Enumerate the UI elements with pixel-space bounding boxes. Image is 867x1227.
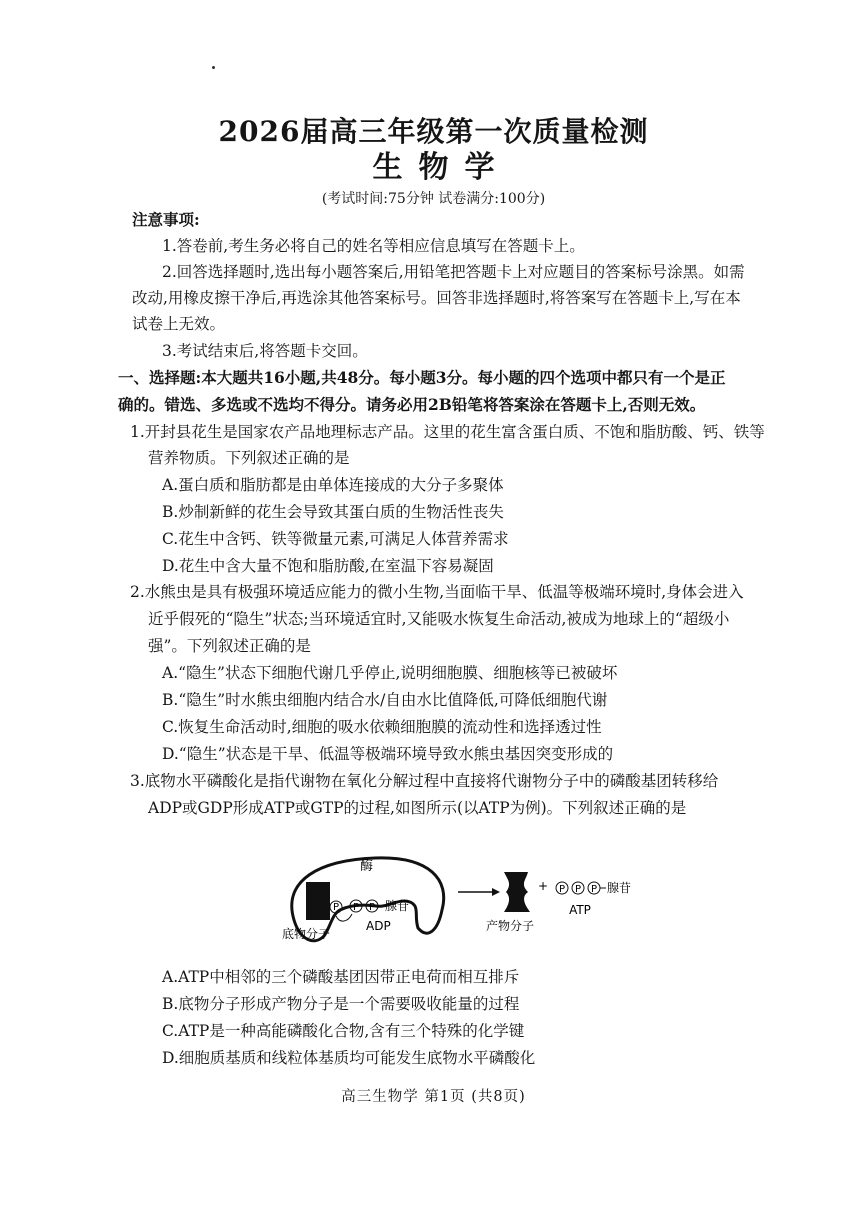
question-stem: 强”。下列叙述正确的是: [148, 637, 311, 655]
notice-line: 试卷上无效。: [132, 315, 226, 333]
phosphate-symbol: P: [368, 902, 376, 913]
question-stem: 营养物质。下列叙述正确的是: [148, 449, 350, 467]
notice-line: 2.回答选择题时,选出每小题答案后,用铅笔把答题卡上对应题目的答案标号涂黑。如需: [162, 263, 745, 281]
notice-line: 1.答卷前,考生务必将自己的姓名等相应信息填写在答题卡上。: [162, 237, 585, 255]
notice-heading: 注意事项:: [132, 210, 200, 229]
question-stem: ADP或GDP形成ATP或GTP的过程,如图所示(以ATP为例)。下列叙述正确的是: [148, 799, 687, 817]
enzyme-label: 酶: [360, 859, 374, 874]
adenosine-label: 腺苷: [385, 899, 410, 913]
option-b: B.“隐生”时水熊虫细胞内结合水/自由水比值降低,可降低细胞代谢: [162, 691, 608, 709]
option-d: D.“隐生”状态是干旱、低温等极端环境导致水熊虫基因突变形成的: [162, 745, 614, 763]
exam-title: 2026届高三年级第一次质量检测: [218, 115, 649, 148]
product-molecule: [504, 872, 530, 912]
substrate-label: 底物分子: [282, 927, 331, 941]
phosphate-symbol: P: [558, 884, 566, 895]
adenosine-label: 腺苷: [607, 881, 632, 895]
option-d: D.细胞质基质和线粒体基质均可能发生底物水平磷酸化: [162, 1049, 536, 1067]
section-instructions: 一、选择题:本大题共16小题,共48分。每小题3分。每小题的四个选项中都只有一个是正: [118, 368, 726, 387]
option-c: C.恢复生命活动时,细胞的吸水依赖细胞膜的流动性和选择透过性: [162, 718, 602, 736]
atp-label: ATP: [569, 903, 591, 917]
exam-info: (考试时间:75分钟 试卷满分:100分): [321, 191, 546, 207]
option-b: B.炒制新鲜的花生会导致其蛋白质的生物活性丧失: [162, 503, 504, 521]
phosphate-symbol: P: [352, 902, 360, 913]
phosphate-symbol: P: [574, 884, 582, 895]
question-stem: 3.底物水平磷酸化是指代谢物在氧化分解过程中直接将代谢物分子中的磷酸基团转移给: [130, 772, 719, 790]
option-a: A.ATP中相邻的三个磷酸基团因带正电荷而相互排斥: [162, 968, 520, 986]
option-a: A.蛋白质和脂肪都是由单体连接成的大分子多聚体: [162, 476, 504, 494]
option-c: C.ATP是一种高能磷酸化合物,含有三个特殊的化学键: [162, 1022, 525, 1040]
phosphate-symbol: P: [590, 884, 598, 895]
substrate-molecule: [306, 882, 330, 920]
adp-label: ADP: [366, 919, 391, 933]
substrate-phosphorylation-diagram: [280, 850, 660, 950]
section-instructions: 确的。错选、多选或不选均不得分。请务必用2B铅笔将答案涂在答题卡上,否则无效。: [118, 395, 706, 414]
option-d: D.花生中含大量不饱和脂肪酸,在室温下容易凝固: [162, 557, 494, 575]
notice-line: 改动,用橡皮擦干净后,再选涂其他答案标号。回答非选择题时,将答案写在答题卡上,写在本: [132, 289, 741, 307]
plus-sign: +: [538, 879, 549, 893]
option-c: C.花生中含钙、铁等微量元素,可满足人体营养需求: [162, 530, 509, 548]
option-a: A.“隐生”状态下细胞代谢几乎停止,说明细胞膜、细胞核等已被破坏: [162, 664, 618, 682]
phosphate-symbol: P: [332, 902, 340, 913]
speck: [212, 66, 215, 69]
product-label: 产物分子: [486, 919, 535, 933]
question-stem: 1.开封县花生是国家农产品地理标志产品。这里的花生富含蛋白质、不饱和脂肪酸、钙、铁等: [130, 423, 765, 441]
question-stem: 近乎假死的“隐生”状态;当环境适宜时,又能吸水恢复生命活动,被成为地球上的“超级小: [148, 610, 730, 628]
notice-line: 3.考试结束后,将答题卡交回。: [162, 342, 368, 360]
question-stem: 2.水熊虫是具有极强环境适应能力的微小生物,当面临干旱、低温等极端环境时,身体会进入: [130, 583, 744, 601]
page-footer: 高三生物学 第1页 (共8页): [341, 1089, 526, 1105]
subject-title: 生物学: [372, 150, 511, 185]
option-b: B.底物分子形成产物分子是一个需要吸收能量的过程: [162, 995, 520, 1013]
transfer-arrow: [336, 914, 352, 921]
